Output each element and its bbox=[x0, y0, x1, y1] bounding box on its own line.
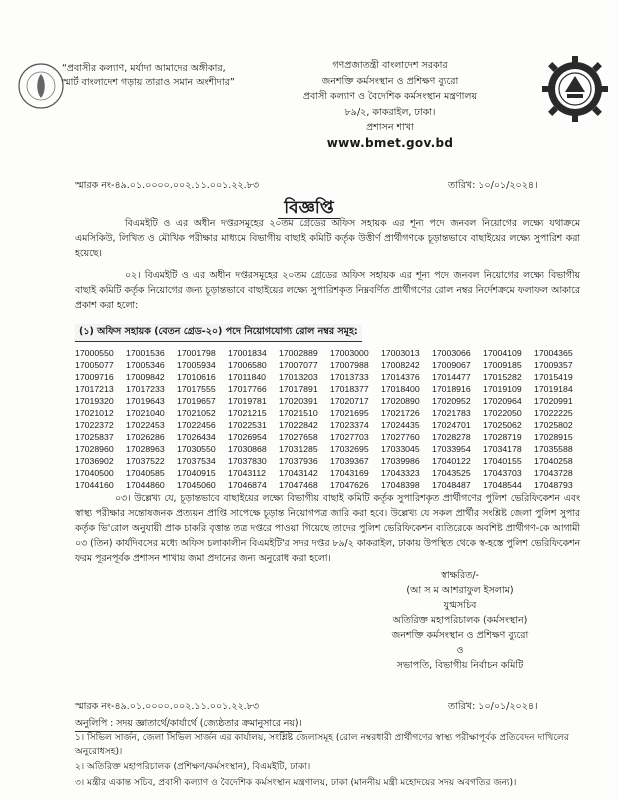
roll-number: 17028719 bbox=[483, 432, 522, 442]
roll-number: 17004109 bbox=[483, 348, 522, 358]
roll-number: 17009185 bbox=[483, 360, 522, 370]
roll-number: 17033045 bbox=[381, 444, 420, 454]
signatory-name: (আ স ম আশরাফুল ইসলাম) bbox=[406, 585, 514, 596]
roll-number: 17017233 bbox=[126, 384, 165, 394]
roll-number: 17040155 bbox=[483, 456, 522, 466]
roll-number: 17005934 bbox=[177, 360, 216, 370]
roll-number: 17026434 bbox=[177, 432, 216, 442]
memo-date: তারিখ: ১০/০১/২০২৪। bbox=[448, 180, 538, 191]
roll-number: 17024701 bbox=[432, 420, 471, 430]
roll-number: 17040915 bbox=[177, 468, 216, 478]
roll-number: 17031285 bbox=[279, 444, 318, 454]
header-line-2: জনশক্তি কর্মসংস্থান ও প্রশিক্ষণ ব্যুরো bbox=[321, 75, 459, 87]
roll-number: 17022453 bbox=[126, 420, 165, 430]
roll-number: 17017891 bbox=[279, 384, 318, 394]
roll-number: 17019109 bbox=[483, 384, 522, 394]
paragraph-1: বিএমইটি ও এর অধীন দপ্তরসমূহের ২০তম গ্রেডের অফিস সহায়ক এর শূন্য পদে জনবল নিয়োগের লক্ষ্যে যথাক্রমে এমসিকিউ, লিখিত ও মৌখিক পরীক্ষার মাধ্যমে বিভাগীয় বাছাই কমিটি কর্তৃক উত্তীর্ণ প্রার্থীগণকে চূড়ান্তভাবে বাছাইয়ের লক্ষ্যে সুপারিশ করা হয়েছে। bbox=[75, 218, 580, 259]
roll-number: 17022842 bbox=[279, 420, 318, 430]
signatory-post: অতিরিক্ত মহাপরিচালক (কর্মসংস্থান) bbox=[392, 615, 528, 626]
roll-number: 17022372 bbox=[75, 420, 114, 430]
roll-number: 17019320 bbox=[75, 396, 114, 406]
roll-number: 17009716 bbox=[75, 372, 114, 382]
roll-number: 17040258 bbox=[534, 456, 573, 466]
roll-row bbox=[75, 479, 585, 491]
roll-number: 17030868 bbox=[228, 444, 267, 454]
roll-row bbox=[75, 347, 585, 359]
bmet-seal-icon bbox=[540, 54, 610, 124]
roll-number: 17028963 bbox=[126, 444, 165, 454]
roll-number: 17025837 bbox=[75, 432, 114, 442]
roll-number: 17040122 bbox=[432, 456, 471, 466]
slogan-line-1: “প্রবাসীর কল্যাণ, মর্যাদা আমাদের অঙ্গীকার, bbox=[62, 63, 226, 74]
roll-number: 17001834 bbox=[228, 348, 267, 358]
roll-number: 17047468 bbox=[279, 480, 318, 490]
roll-number: 17030550 bbox=[177, 444, 216, 454]
roll-number: 17043525 bbox=[432, 468, 471, 478]
roll-number: 17046874 bbox=[228, 480, 267, 490]
roll-number: 17022531 bbox=[228, 420, 267, 430]
memo-number-copy: স্মারক নং-৪৯.০১.০০০০.০০২.১১.০০১.২২.৮৩ bbox=[75, 701, 260, 712]
roll-number: 17018377 bbox=[330, 384, 369, 394]
roll-number: 17010616 bbox=[177, 372, 216, 382]
roll-row bbox=[75, 395, 585, 407]
roll-number: 17043169 bbox=[330, 468, 369, 478]
roll-number: 17007988 bbox=[330, 360, 369, 370]
roll-number: 17021726 bbox=[381, 408, 420, 418]
roll-number: 17006580 bbox=[228, 360, 267, 370]
memo-date-copy: তারিখ: ১০/০১/২০২৪। bbox=[448, 701, 538, 712]
roll-row bbox=[75, 467, 585, 479]
roll-number-table bbox=[75, 347, 585, 491]
roll-number: 17023374 bbox=[330, 420, 369, 430]
roll-number: 17043142 bbox=[279, 468, 318, 478]
roll-number: 17025062 bbox=[483, 420, 522, 430]
roll-number: 17022050 bbox=[483, 408, 522, 418]
roll-number: 17043728 bbox=[534, 468, 573, 478]
roll-number: 17039367 bbox=[330, 456, 369, 466]
roll-number: 17026954 bbox=[228, 432, 267, 442]
signatory-chair: সভাপতি, বিভাগীয় নির্বাচন কমিটি bbox=[396, 660, 524, 671]
roll-number: 17035588 bbox=[534, 444, 573, 454]
roll-number: 17019781 bbox=[228, 396, 267, 406]
roll-number: 17020391 bbox=[279, 396, 318, 406]
roll-number: 17003000 bbox=[330, 348, 369, 358]
signatory-office: জনশক্তি কর্মসংস্থান ও প্রশিক্ষণ ব্যুরো bbox=[391, 630, 529, 641]
roll-number: 17021052 bbox=[177, 408, 216, 418]
section-heading: (১) অফিস সহায়ক (বেতন গ্রেড-২০) পদে নিয়োগযোগ্য রোল নম্বর সমূহ: bbox=[75, 324, 362, 342]
roll-number: 17005077 bbox=[75, 360, 114, 370]
office-header bbox=[240, 58, 540, 151]
roll-number: 17048487 bbox=[432, 480, 471, 490]
paragraph-2: ০২। বিএমইটি ও এর অধীন দপ্তরসমূহের ২০তম গ্রেডের অফিস সহায়ক এর শূন্য পদে জনবল নিয়োগের লক্ষ্যে বিভাগীয় বাছাই কমিটি কর্তৃক নিয়োগের জন্য চূড়ান্তভাবে বাছাইয়ের লক্ষ্যে সুপারিশকৃত নিম্নবর্ণিত প্রার্থীগণের রোল নম্বর নির্দেশক্রমে ফলাফল আকারে প্রকাশ করা হলো: bbox=[75, 270, 580, 311]
roll-number: 17003013 bbox=[381, 348, 420, 358]
roll-number: 17034178 bbox=[483, 444, 522, 454]
roll-row bbox=[75, 359, 585, 371]
roll-number: 17021510 bbox=[279, 408, 318, 418]
roll-number: 17018400 bbox=[381, 384, 420, 394]
roll-number: 17009067 bbox=[432, 360, 471, 370]
roll-row bbox=[75, 431, 585, 443]
roll-number: 17024435 bbox=[381, 420, 420, 430]
roll-row bbox=[75, 371, 585, 383]
roll-number: 17003066 bbox=[432, 348, 471, 358]
roll-number: 17040500 bbox=[75, 468, 114, 478]
roll-number: 17039986 bbox=[381, 456, 420, 466]
roll-number: 17009357 bbox=[534, 360, 573, 370]
signed-mark: স্বাক্ষরিত/- bbox=[441, 570, 479, 581]
copy-item-1: ১। সিভিল সার্জন, জেলা সিভিল সার্জন এর কার্যালয়, সংশ্লিষ্ট জেলাসমূহ (রোল নম্বরধারী প্রার্থীগণের স্বাস্থ্য পরীক্ষাপূর্বক প্রতিবেদন দাখিলের অনুরোধসহ)। bbox=[75, 733, 569, 758]
roll-number: 17015282 bbox=[483, 372, 522, 382]
roll-number: 17043323 bbox=[381, 468, 420, 478]
roll-number: 17037522 bbox=[126, 456, 165, 466]
roll-number: 17032695 bbox=[330, 444, 369, 454]
roll-number: 17037830 bbox=[228, 456, 267, 466]
roll-number: 17018916 bbox=[432, 384, 471, 394]
header-line-4: ৮৯/২, কাকরাইল, ঢাকা। bbox=[344, 106, 436, 118]
roll-number: 17020964 bbox=[483, 396, 522, 406]
roll-number: 17017213 bbox=[75, 384, 114, 394]
roll-number: 17028960 bbox=[75, 444, 114, 454]
roll-number: 17021783 bbox=[432, 408, 471, 418]
roll-number: 17044860 bbox=[126, 480, 165, 490]
roll-number: 17022456 bbox=[177, 420, 216, 430]
roll-number: 17020991 bbox=[534, 396, 573, 406]
copy-title: অনুলিপি : সদয় জ্ঞাতার্থে/কার্যার্থে (জ্যেষ্ঠতার ক্রমানুসারে নয়)। bbox=[75, 716, 302, 732]
memo-number: স্মারক নং-৪৯.০১.০০০০.০০২.১১.০০১.২২.৮৩ bbox=[75, 180, 260, 191]
roll-number: 17027658 bbox=[279, 432, 318, 442]
header-line-5: প্রশাসন শাখা bbox=[366, 122, 414, 133]
roll-number: 17004365 bbox=[534, 348, 573, 358]
signature-conjunction: ও bbox=[456, 645, 464, 656]
roll-number: 17020952 bbox=[432, 396, 471, 406]
copy-item-3: ৩। মন্ত্রীর একান্ত সচিব, প্রবাসী কল্যাণ ও বৈদেশিক কর্মসংস্থান মন্ত্রণালয়, ঢাকা (মাননীয় মন্ত্রী মহোদয়ের সদয় অবগতির জন্য)। bbox=[75, 778, 517, 788]
signatory-designation: যুগ্মসচিব bbox=[443, 600, 477, 611]
slogan-line-2: স্মার্ট বাংলাদেশ গড়ায় তারাও সমান অংশীদার” bbox=[62, 77, 235, 88]
roll-number: 17026286 bbox=[126, 432, 165, 442]
roll-number: 17021215 bbox=[228, 408, 267, 418]
roll-number: 17028278 bbox=[432, 432, 471, 442]
roll-number: 17008242 bbox=[381, 360, 420, 370]
roll-number: 17021040 bbox=[126, 408, 165, 418]
roll-row bbox=[75, 383, 585, 395]
roll-number: 17001798 bbox=[177, 348, 216, 358]
roll-number: 17017766 bbox=[228, 384, 267, 394]
roll-number: 17002889 bbox=[279, 348, 318, 358]
roll-number: 17007077 bbox=[279, 360, 318, 370]
roll-number: 17005346 bbox=[126, 360, 165, 370]
roll-number: 17015419 bbox=[534, 372, 573, 382]
roll-number: 17013733 bbox=[330, 372, 369, 382]
roll-number: 17021012 bbox=[75, 408, 114, 418]
roll-number: 17045060 bbox=[177, 480, 216, 490]
header-line-3: প্রবাসী কল্যাণ ও বৈদেশিক কর্মসংস্থান মন্ত্রণালয় bbox=[302, 91, 478, 102]
roll-number: 17036902 bbox=[75, 456, 114, 466]
website-link[interactable]: www.bmet.gov.bd bbox=[326, 135, 454, 150]
roll-number: 17027760 bbox=[381, 432, 420, 442]
roll-number: 17048544 bbox=[483, 480, 522, 490]
roll-number: 17019184 bbox=[534, 384, 573, 394]
roll-number: 17014477 bbox=[432, 372, 471, 382]
roll-number: 17001536 bbox=[126, 348, 165, 358]
roll-number: 17043703 bbox=[483, 468, 522, 478]
roll-number: 17048793 bbox=[534, 480, 573, 490]
roll-number: 17014376 bbox=[381, 372, 420, 382]
roll-number: 17009842 bbox=[126, 372, 165, 382]
notice-title: বিজ্ঞপ্তি bbox=[278, 198, 339, 219]
roll-row bbox=[75, 455, 585, 467]
roll-number: 17047626 bbox=[330, 480, 369, 490]
roll-number: 17033954 bbox=[432, 444, 471, 454]
roll-row bbox=[75, 407, 585, 419]
roll-number: 17025802 bbox=[534, 420, 573, 430]
header-line-1: গণপ্রজাতন্ত্রী বাংলাদেশ সরকার bbox=[332, 60, 448, 71]
roll-number: 17022225 bbox=[534, 408, 573, 418]
roll-number: 17037936 bbox=[279, 456, 318, 466]
roll-number: 17020717 bbox=[330, 396, 369, 406]
signature-block bbox=[340, 568, 580, 673]
roll-number: 17040585 bbox=[126, 468, 165, 478]
paragraph-3: ০৩। উল্লেখ্য যে, চূড়ান্তভাবে বাছাইয়ের লক্ষ্যে বিভাগীয় বাছাই কমিটি কর্তৃক সুপারিশকৃত প্রার্থীগণের পুলিশ ভেরিফিকেশন এবং স্বাস্থ্য পরীক্ষার সন্তোষজনক প্রত্যয়ন প্রাপ্তি সাপেক্ষে চূড়ান্ত নিয়োগপত্র জারি করা হবে। উল্লেখ্য যে সকল প্রার্থীর সংশ্লিষ্ট জেলা পুলিশ সুপার কর্তৃক ভি'রোল অনুযায়ী প্রাক চাকরি বৃত্তান্ত তত্র দপ্তরে পাওয়া গিয়েছে তাদের পুলিশ ভেরিফিকেশন ব্যতিরেকে অবশিষ্ট প্রার্থীগণ-কে আগামী ০৩ (তিন) কার্যদিবসের মধ্যে অফিস চলাকালীন বিএমইটি'র সদর দপ্তর ৮৯/২ কাকরাইল, ঢাকায় উপস্থিত থেকে স্ব-হস্তে পুলিশ ভেরিফিকেশন ফরম পূরনপূর্বক প্রশাসন শাখায় জমা প্রদানের জন্য অনুরোধ করা হলো। bbox=[75, 493, 580, 564]
roll-number: 17013203 bbox=[279, 372, 318, 382]
roll-number: 17048398 bbox=[381, 480, 420, 490]
roll-number: 17017555 bbox=[177, 384, 216, 394]
roll-number: 17011840 bbox=[228, 372, 267, 382]
roll-number: 17028915 bbox=[534, 432, 573, 442]
roll-number: 17027703 bbox=[330, 432, 369, 442]
roll-number: 17037534 bbox=[177, 456, 216, 466]
roll-number: 17019643 bbox=[126, 396, 165, 406]
roll-number: 17021695 bbox=[330, 408, 369, 418]
roll-number: 17020890 bbox=[381, 396, 420, 406]
roll-number: 17043112 bbox=[228, 468, 267, 478]
roll-number: 17044160 bbox=[75, 480, 114, 490]
roll-number: 17000550 bbox=[75, 348, 114, 358]
roll-number: 17019657 bbox=[177, 396, 216, 406]
roll-row bbox=[75, 419, 585, 431]
copy-item-2: ২। অতিরিক্ত মহাপরিচালক (প্রশিক্ষণ/কর্মসংস্থান), বিএমইটি, ঢাকা। bbox=[75, 762, 311, 772]
roll-row bbox=[75, 443, 585, 455]
